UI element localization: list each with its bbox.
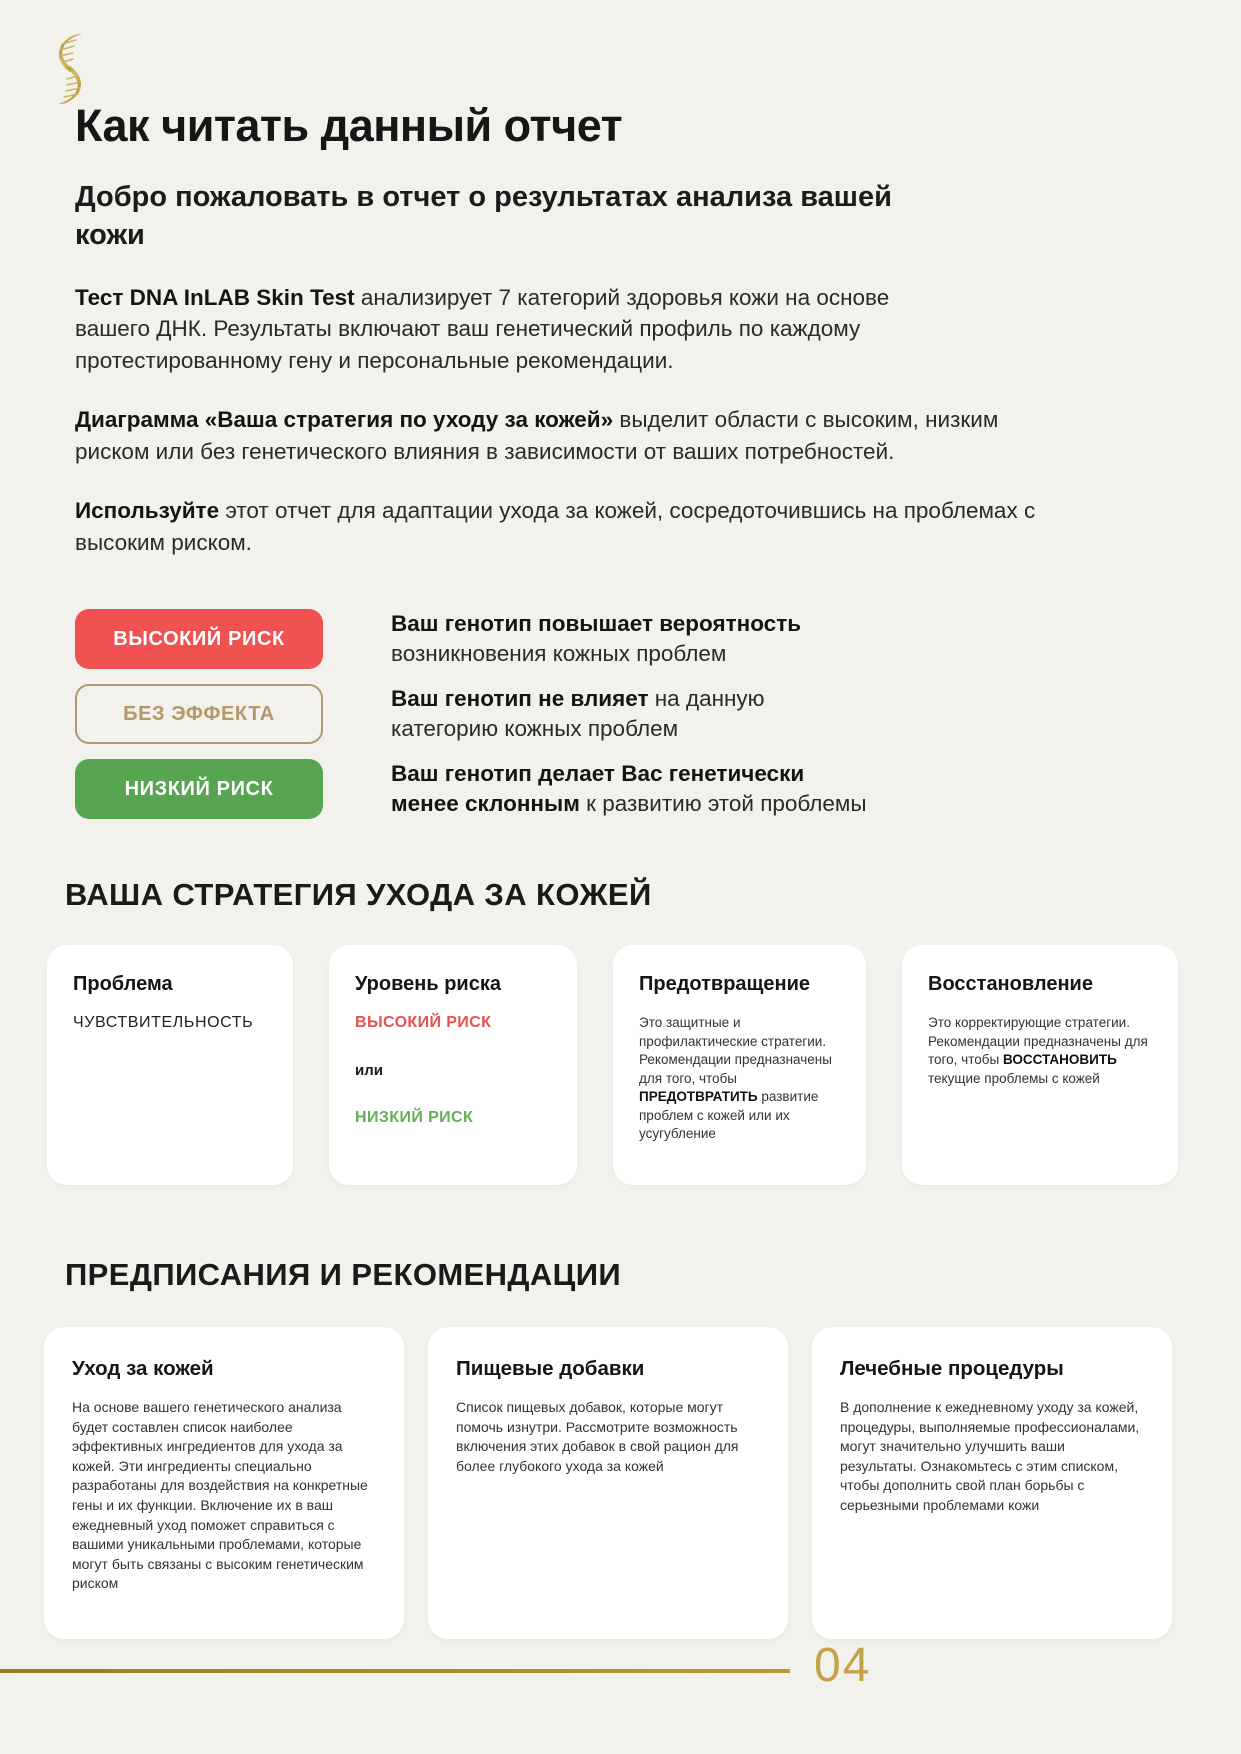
intro-paragraph-use [75, 495, 1040, 559]
dna-helix-icon [46, 32, 94, 106]
intro-paragraph-diagram-text: выделит области с высоким, низким риском или без генетического влияния в зависимости от ваших потребностей. [75, 407, 999, 465]
high-risk-description-bold: Ваш генотип повышает вероятность [391, 611, 802, 637]
risk-level-low-label: НИЗКИЙ РИСК [355, 1109, 474, 1127]
high-risk-description-text: возникновения кожных проблем [391, 641, 727, 667]
risk-level-high-label: ВЫСОКИЙ РИСК [355, 1014, 492, 1032]
intro-paragraph-test [75, 282, 955, 378]
legend-row-no-effect [75, 684, 1181, 744]
low-risk-description-bold: Ваш генотип делает Вас генетически менее склонным [391, 761, 805, 817]
prescription-card-supplements-body: Список пищевых добавок, которые могут помочь изнутри. Рассмотрите возможность включения этих добавок в свой рацион для более глубокого ухода за кожей [456, 1399, 739, 1474]
strategy-card-risk-level-title: Уровень риска [355, 973, 501, 996]
page-subtitle: Добро пожаловать в отчет о результатах анализа вашей кожи [75, 181, 892, 252]
strategy-card-prevention-title: Предотвращение [639, 973, 811, 996]
risk-legend [75, 609, 1181, 819]
page-content [0, 100, 1241, 1639]
prescription-card-treatments-body: В дополнение к ежедневному уходу за кожей, процедуры, выполняемые профессионалами, могут значительно улучшить ваши результаты. Ознакомьтесь с этим списком, чтобы дополнить свой план борьбы с серьезными проблемами кожи [840, 1399, 1140, 1514]
restoration-body-after: текущие проблемы с кожей [928, 1070, 1100, 1086]
prevention-body-keyword: ПРЕДОТВРАТИТЬ [639, 1089, 758, 1105]
intro-paragraph-use-bold: Используйте [75, 498, 220, 524]
strategy-card-prevention-body [639, 1014, 842, 1143]
prescription-card-treatments-title: Лечебные процедуры [840, 1357, 1064, 1381]
legend-row-low-risk [75, 759, 1181, 819]
intro-paragraph-test-bold: Тест DNA InLAB Skin Test [75, 284, 355, 310]
prescriptions-section-heading: ПРЕДПИСАНИЯ И РЕКОМЕНДАЦИИ [65, 1257, 622, 1293]
restoration-body-before: Это корректирующие стратегии. Рекомендации предназначены для того, чтобы [928, 1015, 1148, 1068]
intro-paragraph-diagram-bold: Диаграмма «Ваша стратегия по уходу за кожей» [75, 407, 614, 433]
prescription-card-skincare-body: На основе вашего генетического анализа будет составлен список наиболее эффективных ингредиентов для ухода за кожей. Эти ингредиенты специально разработаны для воздействия на конкретные гены и их функции. Включение их в ваш ежедневный уход поможет справиться с вашими уникальными проблемами, которые могут быть связаны с высоким генетическим риском [72, 1399, 368, 1592]
no-effect-description [391, 684, 876, 744]
strategy-card-risk-level [329, 945, 577, 1185]
low-risk-description [391, 759, 876, 819]
page-number: 04 [814, 1639, 872, 1692]
no-effect-badge: БЕЗ ЭФФЕКТА [75, 684, 323, 744]
prescription-card-supplements-title: Пищевые добавки [456, 1357, 645, 1381]
no-effect-description-text: на данную категорию кожных проблем [391, 686, 765, 742]
intro-paragraph-use-text: этот отчет для адаптации ухода за кожей, сосредоточившись на проблемах с высоким риском. [75, 498, 1036, 556]
prescription-card-skincare-title: Уход за кожей [72, 1357, 214, 1381]
low-risk-description-text: к развитию этой проблемы [579, 791, 867, 817]
high-risk-description [391, 609, 876, 669]
legend-row-high-risk [75, 609, 1181, 669]
strategy-card-restoration-body [928, 1014, 1154, 1088]
strategy-card-problem-label: ЧУВСТВИТЕЛЬНОСТЬ [73, 1014, 254, 1032]
prescription-card-treatments [812, 1327, 1172, 1639]
intro-paragraph-test-text: анализирует 7 категорий здоровья кожи на основе вашего ДНК. Результаты включают ваш генетический профиль по каждому протестированному гену и персональные рекомендации. [75, 284, 890, 374]
page-title: Как читать данный отчет [75, 100, 623, 151]
high-risk-badge: ВЫСОКИЙ РИСК [75, 609, 323, 669]
prescription-card-supplements [428, 1327, 788, 1639]
prescription-card-skincare [44, 1327, 404, 1639]
intro-paragraph-diagram [75, 404, 1040, 468]
footer-gold-divider [0, 1669, 790, 1673]
no-effect-description-bold: Ваш генотип не влияет [391, 686, 649, 712]
restoration-body-keyword: ВОССТАНОВИТЬ [1002, 1052, 1117, 1068]
strategy-card-restoration-title: Восстановление [928, 973, 1093, 996]
prevention-body-before: Это защитные и профилактические стратегии. Рекомендации предназначены для того, чтобы [639, 1015, 832, 1086]
strategy-card-restoration [902, 945, 1178, 1185]
risk-level-or-label: или [355, 1062, 383, 1080]
strategy-card-problem [47, 945, 293, 1185]
strategy-card-problem-title: Проблема [73, 973, 173, 996]
prescription-cards-row [44, 1327, 1181, 1639]
strategy-cards-row [47, 945, 1181, 1185]
strategy-card-prevention [613, 945, 866, 1185]
low-risk-badge: НИЗКИЙ РИСК [75, 759, 323, 819]
strategy-section-heading: ВАША СТРАТЕГИЯ УХОДА ЗА КОЖЕЙ [65, 877, 652, 913]
prevention-body-after: развитие проблем с кожей или их усугубление [639, 1089, 819, 1141]
